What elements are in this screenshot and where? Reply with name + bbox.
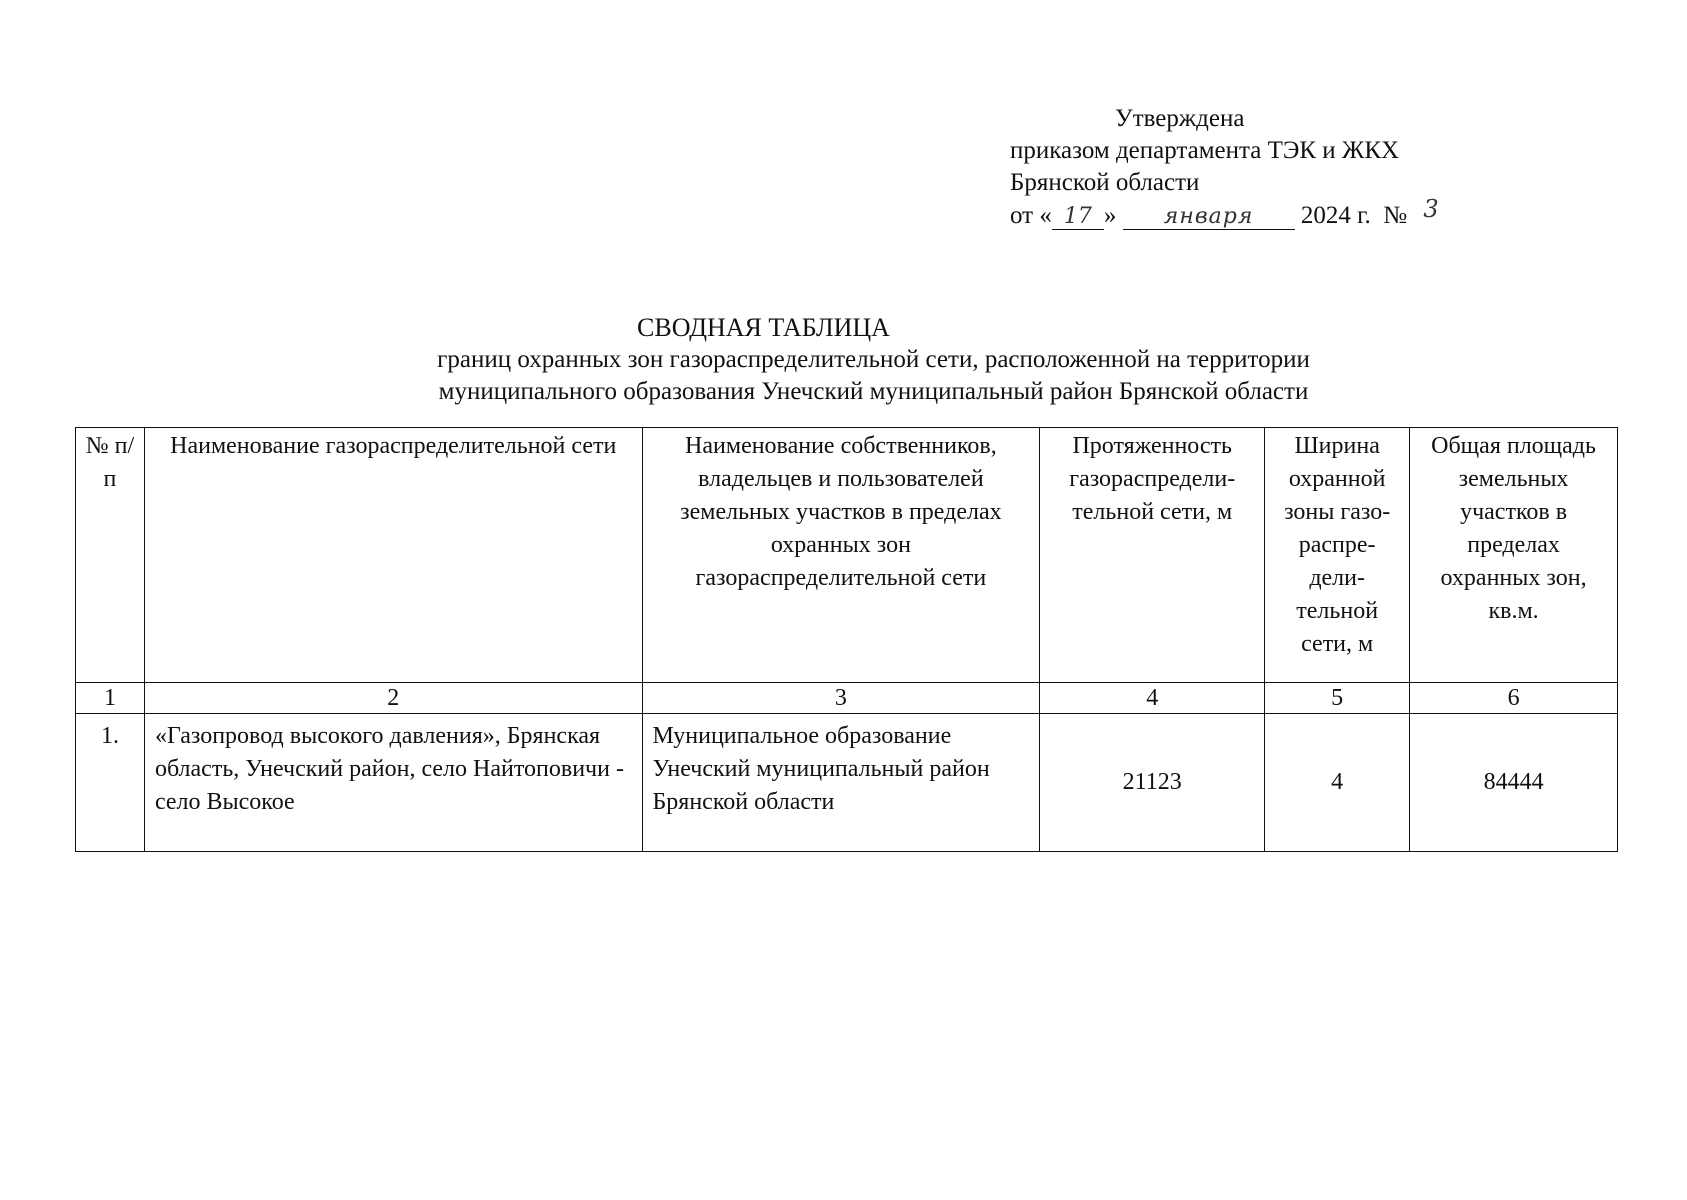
document-title-block [0,312,1687,408]
date-prefix: от « [1010,202,1052,229]
approval-title: Утверждена [1115,105,1245,132]
header-owners: Наименование собственников, владельцев и пользователей земельных участков в пределах охранных зон газораспределительной сети [642,428,1040,683]
row-zone-width: 4 [1265,714,1410,852]
date-quote-close: » [1103,202,1117,229]
date-month-handwritten: января [1123,205,1295,230]
approval-date-line [1010,195,1439,232]
date-day-handwritten: 17 [1052,205,1104,230]
approval-region-line: Брянской области [1010,169,1200,196]
column-number-5: 5 [1265,683,1410,714]
date-year: 2024 г. [1300,202,1371,229]
order-number-handwritten: 3 [1423,195,1439,223]
header-length: Протяженность газораспредели-тельной сети, м [1040,428,1265,683]
approval-order-line: приказом департамента ТЭК и ЖКХ [1010,137,1400,164]
row-network-name: «Газопровод высокого давления», Брянская область, Унечский район, село Найтоповичи - село Высокое [144,714,642,852]
table-column-numbers-row [76,683,1618,714]
document-title: СВОДНАЯ ТАБЛИЦА [637,313,890,342]
document-subtitle-line1: границ охранных зон газораспределительной сети, расположенной на территории [437,346,1310,373]
row-total-area: 84444 [1410,714,1618,852]
summary-table [75,427,1618,852]
row-number: 1. [76,714,145,852]
column-number-3: 3 [642,683,1040,714]
approval-stamp [1010,103,1439,232]
row-length: 21123 [1040,714,1265,852]
header-total-area: Общая площадь земельных участков в пределах охранных зон, кв.м. [1410,428,1618,683]
table-row [76,714,1618,852]
header-network-name: Наименование газораспределительной сети [144,428,642,683]
header-zone-width: Ширина охранной зоны газо-распре-дели-тельной сети, м [1265,428,1410,683]
column-number-2: 2 [144,683,642,714]
column-number-6: 6 [1410,683,1618,714]
table-header-row [76,428,1618,683]
header-number: № п/п [76,428,145,683]
column-number-4: 4 [1040,683,1265,714]
row-owners: Муниципальное образование Унечский муниципальный район Брянской области [642,714,1040,852]
order-number-label: № [1383,202,1408,229]
column-number-1: 1 [76,683,145,714]
document-subtitle-line2: муниципального образования Унечский муниципальный район Брянской области [438,378,1309,405]
